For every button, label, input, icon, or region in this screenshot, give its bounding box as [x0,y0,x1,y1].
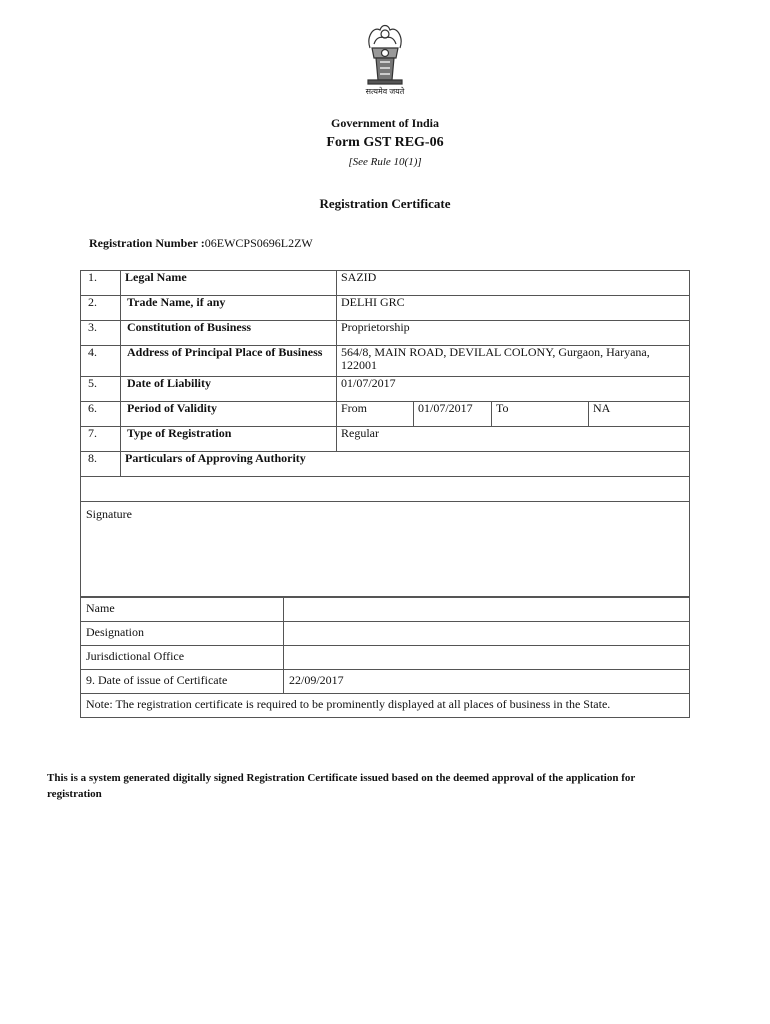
row-label: Trade Name, if any [121,296,337,321]
row-number: 5. [81,377,121,402]
validity-to-label: To [492,402,589,427]
row-number: 6. [81,402,121,427]
office-label: Jurisdictional Office [81,646,284,670]
designation-value [284,622,690,646]
blank-cell [81,477,690,502]
row-label: Date of Liability [121,377,337,402]
row-label: Legal Name [121,271,337,296]
row-number: 7. [81,427,121,452]
government-heading: Government of India [331,116,439,130]
table-row [81,402,690,427]
row-number: 2. [81,296,121,321]
table-row [81,646,690,670]
row-label: Period of Validity [121,402,337,427]
table-row [81,377,690,402]
signature-box [80,501,690,597]
authority-table [80,597,690,718]
certificate-table [80,270,690,502]
rule-reference: [See Rule 10(1)] [348,156,422,168]
issue-date-label: 9. Date of issue of Certificate [81,670,284,694]
row-label: Particulars of Approving Authority [121,452,690,477]
validity-from-value: 01/07/2017 [414,402,492,427]
row-label: Constitution of Business [121,321,337,346]
registration-number-line [89,236,313,251]
national-emblem-icon [356,18,414,90]
row-number: 1. [81,271,121,296]
table-row [81,670,690,694]
registration-number-label: Registration Number : [89,236,205,250]
table-row [81,694,690,718]
issue-date-value: 22/09/2017 [284,670,690,694]
row-value: SAZID [337,271,690,296]
row-value: Regular [337,427,690,452]
name-value [284,598,690,622]
table-row [81,598,690,622]
registration-number-value: 06EWCPS0696L2ZW [204,236,313,250]
validity-to-value: NA [589,402,690,427]
emblem-motto: सत्यमेव जयते [365,87,405,96]
table-row [81,321,690,346]
footer-note: This is a system generated digitally signed Registration Certificate issued based on the deemed approval of the application for registration [47,772,636,800]
form-title: Form GST REG-06 [326,135,444,150]
table-row [81,427,690,452]
name-label: Name [81,598,284,622]
row-value: DELHI GRC [337,296,690,321]
office-value [284,646,690,670]
note-text: Note: The registration certificate is required to be prominently displayed at all places of business in the State. [81,694,690,718]
table-row [81,452,690,477]
table-row [81,296,690,321]
table-row [81,271,690,296]
validity-from-label: From [337,402,414,427]
table-row [81,346,690,377]
row-number: 8. [81,452,121,477]
row-value: Proprietorship [337,321,690,346]
row-number: 4. [81,346,121,377]
table-row [81,622,690,646]
designation-label: Designation [81,622,284,646]
row-label: Address of Principal Place of Business [121,346,337,377]
signature-label: Signature [86,507,132,521]
row-value: 01/07/2017 [337,377,690,402]
row-value: 564/8, MAIN ROAD, DEVILAL COLONY, Gurgaon, Haryana, 122001 [337,346,690,377]
row-label: Type of Registration [121,427,337,452]
row-number: 3. [81,321,121,346]
page-title: Registration Certificate [319,196,451,211]
table-row-blank [81,477,690,502]
